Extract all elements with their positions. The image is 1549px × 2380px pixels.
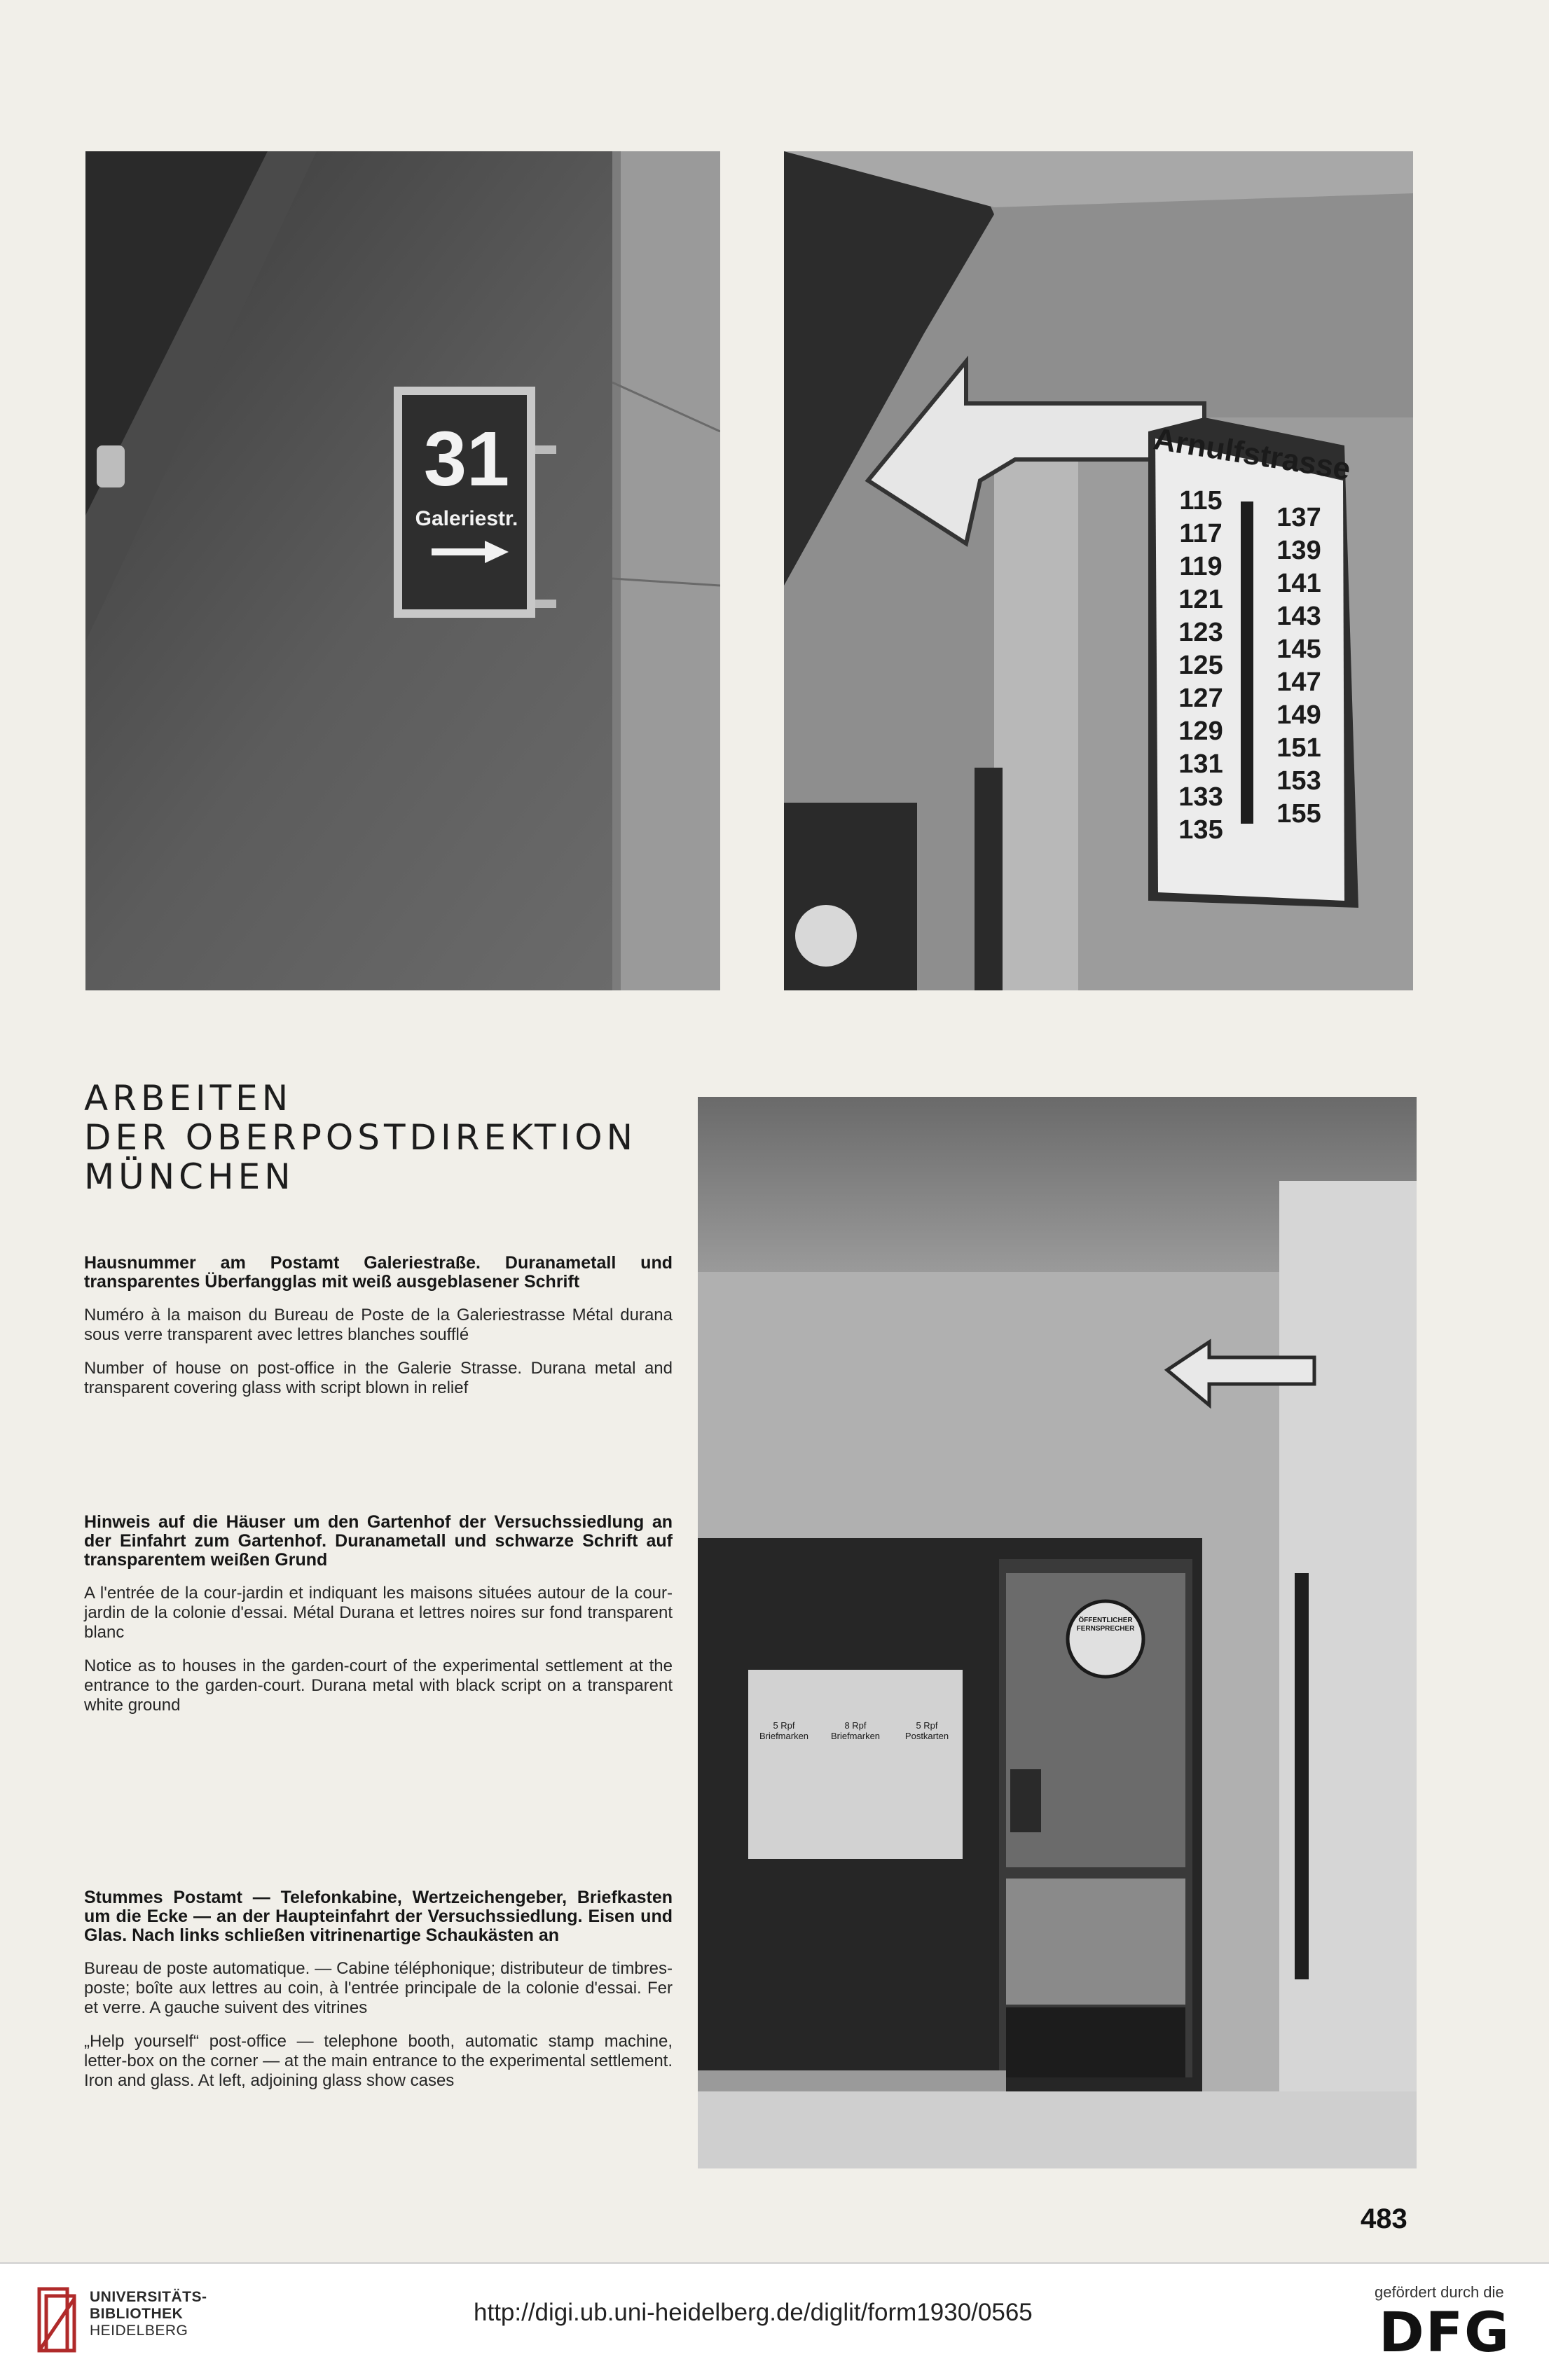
house-number: 153 <box>1276 766 1321 796</box>
caption-house-number <box>84 1254 673 1412</box>
machine-label: 5 Rpf Briefmarken <box>759 1720 809 1741</box>
house-number: 131 <box>1178 749 1223 779</box>
caption-french: Bureau de poste automatique. — Cabine téléphonique; distributeur de timbres-poste; boîte aux lettres au coin, à l'entrée principale de la colonie d'essai. Fer et verre. A gauche suivent des vitrines <box>84 1959 673 2017</box>
caption-german: Stummes Postamt — Telefonkabine, Wertzeichengeber, Briefkasten um die Ecke — an der Haupteinfahrt der Versuchssiedlung. Eisen und Glas. Nach links schließen vitrinenartige Schaukästen an <box>84 1888 673 1945</box>
caption-english: „Help yourself“ post-office — telephone booth, automatic stamp machine, letter-box on the corner — at the main entrance to the experimental settlement. Iron and glass. At left, adjoining glass show cases <box>84 2032 673 2090</box>
footer-divider <box>0 2262 1549 2264</box>
house-number: 117 <box>1179 519 1223 548</box>
house-number: 115 <box>1179 486 1223 516</box>
house-number: 127 <box>1178 684 1223 713</box>
house-number: 151 <box>1276 733 1321 763</box>
house-number: 147 <box>1276 667 1321 697</box>
sign-street-name: Galeriestr. <box>415 507 518 530</box>
caption-german: Hinweis auf die Häuser um den Gartenhof der Versuchssiedlung an der Einfahrt zum Gartenhof. Duranametall und schwarze Schrift auf transparentem weißen Grund <box>84 1512 673 1570</box>
funding-label: gefördert durch die <box>1375 2283 1504 2301</box>
title-line: ARBEITEN <box>84 1078 293 1119</box>
house-number: 145 <box>1276 635 1321 664</box>
dfg-logo: DFG <box>1379 2302 1511 2365</box>
house-number: 139 <box>1276 536 1321 565</box>
library-name-line: UNIVERSITÄTS- <box>90 2289 207 2305</box>
house-number: 137 <box>1276 503 1321 532</box>
sign-arrow-right-icon <box>432 538 509 566</box>
photo-arnulfstrasse-sign <box>784 151 1413 990</box>
photo-automatic-post-office <box>698 1097 1417 2168</box>
caption-garden-court-sign <box>84 1513 673 1729</box>
house-number: 119 <box>1179 552 1223 581</box>
house-number: 149 <box>1276 700 1321 730</box>
board-street-name: Arnulfstrasse <box>1151 422 1353 487</box>
stamp-machine-panel <box>754 1720 957 1741</box>
board-left-column <box>1162 485 1239 847</box>
page-number: 483 <box>1361 2203 1407 2234</box>
title-line: MÜNCHEN <box>84 1156 295 1197</box>
caption-automatic-post-office <box>84 1888 673 2105</box>
house-number: 135 <box>1178 815 1223 845</box>
caption-german: Hausnummer am Postamt Galeriestraße. Duranametall und transparentes Überfangglas mit weiß ausgeblasener Schrift <box>84 1253 673 1292</box>
title-line: DER OBERPOSTDIREKTION <box>84 1117 638 1158</box>
round-telephone-sign: ÖFFENTLICHER FERNSPRECHER <box>1076 1617 1135 1633</box>
source-url-link[interactable]: http://digi.ub.uni-heidelberg.de/diglit/form1930/0565 <box>474 2299 1033 2326</box>
house-number: 143 <box>1276 602 1321 631</box>
house-number: 123 <box>1178 618 1223 647</box>
house-number: 141 <box>1276 569 1321 598</box>
library-name <box>90 2289 207 2339</box>
caption-french: A l'entrée de la cour-jardin et indiquant les maisons situées autour de la cour-jardin de la colonie d'essai. Métal Durana et lettres noires sur fond transparent blanc <box>84 1584 673 1642</box>
sign-house-number: 31 <box>423 416 510 502</box>
page-title <box>84 1079 687 1196</box>
machine-label: 8 Rpf Briefmarken <box>830 1720 881 1741</box>
caption-english: Number of house on post-office in the Galerie Strasse. Durana metal and transparent covering glass with script blown in relief <box>84 1359 673 1397</box>
machine-label: 5 Rpf Postkarten <box>904 1720 949 1741</box>
house-number: 155 <box>1276 799 1321 829</box>
library-name-line: BIBLIOTHEK <box>90 2306 184 2322</box>
photo-house-number-sign <box>85 151 720 990</box>
caption-english: Notice as to houses in the garden-court of the experimental settlement at the entrance to the garden-court. Durana metal with black script on a transparent white ground <box>84 1656 673 1715</box>
library-name-line: HEIDELBERG <box>90 2323 188 2339</box>
house-number: 129 <box>1178 717 1223 746</box>
caption-french: Numéro à la maison du Bureau de Poste de la Galeriestrasse Métal durana sous verre transparent avec lettres blanches soufflé <box>84 1306 673 1344</box>
house-number: 125 <box>1178 651 1223 680</box>
library-logo-icon <box>35 2285 80 2355</box>
house-number: 133 <box>1178 782 1223 812</box>
board-right-column <box>1260 501 1337 831</box>
house-number: 121 <box>1178 585 1223 614</box>
